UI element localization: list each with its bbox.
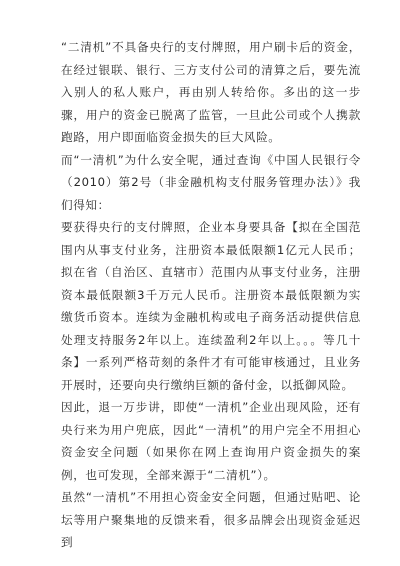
paragraph-license-requirements: 要获得央行的支付牌照，企业本身要具备【拟在全国范围内从事支付业务，注册资本最低限额1亿元人民币；拟在省（自治区、直辖市）范围内从事支付业务，注册资本最低限额3千万元人民币。注册资本最低限额为实缴货币资本。连续为金融机构或电子商务活动提供信息处理支持服务2年以上。连续盈利2年以上。。。等几十条】一系列严格苛刻的条件才有可能审核通过，且业务开展时，还要向央行缴纳巨额的备付金，以抵御风险。	[61, 220, 361, 392]
paragraph-yiqingji-question: 而“一清机”为什么安全呢，通过查询《中国人民银行令（2010）第2号（非金融机构支付服务管理办法）》我们得知：	[61, 152, 361, 212]
paragraph-erqingji-risk: “二清机”不具备央行的支付牌照，用户刷卡后的资金，在经过银联、银行、三方支付公司的清算之后，要先流入别人的私人账户，再由别人转给你。多出的这一步骤，用户的资金已脱离了监管，一旦此公司或个人携款跑路，用户即面临资金损失的巨大风险。	[61, 40, 361, 144]
paragraph-central-bank-guarantee: 因此，退一万步讲，即使“一清机”企业出现风险，还有央行来为用户兜底，因此“一清机”的用户完全不用担心资金安全问题（如果你在网上查询用户资金损失的案例，也可发现，全部来源于“二清机”）。	[61, 400, 361, 482]
paragraph-feedback-delay: 虽然“一清机”不用担心资金安全问题，但通过贴吧、论坛等用户聚集地的反馈来看，很多品牌会出现资金延迟到	[61, 490, 361, 549]
body-text	[61, 36, 361, 554]
